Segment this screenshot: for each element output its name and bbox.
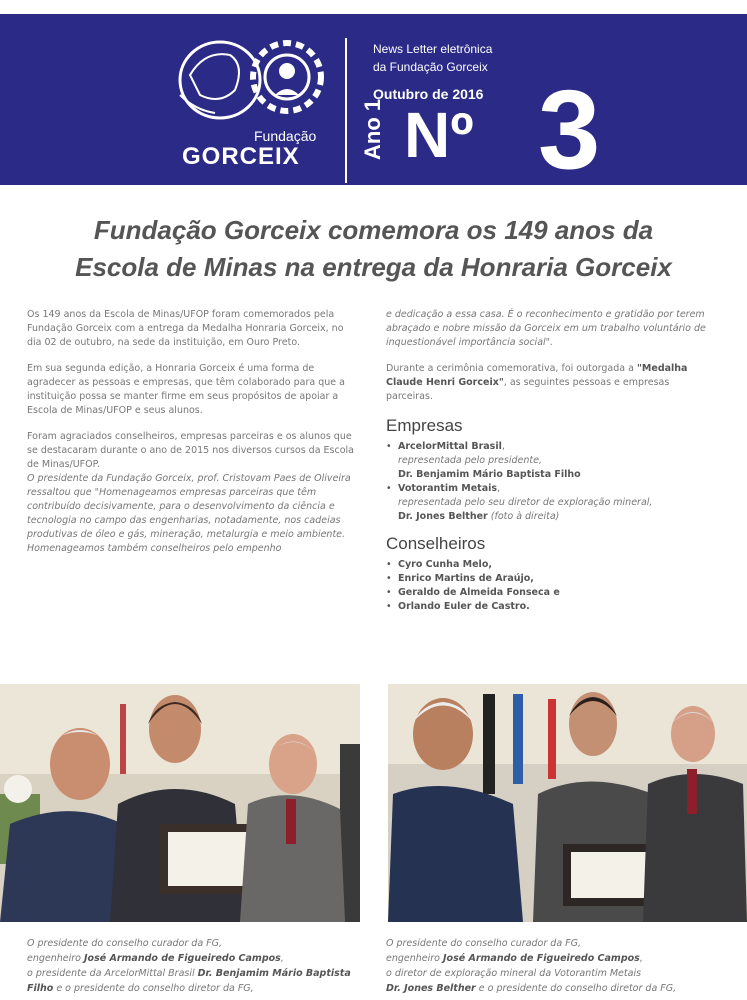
p5-pre: Durante a cerimônia comemorativa, foi outorgada a	[386, 363, 637, 374]
company-person: Dr. Benjamim Mário Baptista Filho	[398, 469, 581, 480]
company-rep: representada pelo seu diretor de exploração mineral,	[398, 497, 653, 508]
caption-text: engenheiro	[27, 953, 85, 964]
article-paragraph: Os 149 anos da Escola de Minas/UFOP foram comemorados pela Fundação Gorceix com a entrega da Medalha Honraria Gorceix, no dia 02 de outubro, na sede da instituição, em Ouro Preto.	[27, 309, 344, 348]
article-column-left	[27, 308, 355, 568]
medal-name: "Medalha Claude Henri Gorceix"	[386, 363, 688, 388]
caption-text: o presidente da ArcelorMittal Brasil	[27, 968, 198, 979]
article-headline	[20, 212, 727, 286]
company-rep: representada pelo presidente,	[398, 455, 542, 466]
masthead	[0, 0, 747, 192]
caption-line: O presidente do conselho curador da FG,	[386, 938, 582, 949]
company-name: ArcelorMittal Brasil	[398, 441, 502, 452]
caption-line	[27, 966, 357, 996]
caption-text: e o presidente do conselho diretor da FG,	[475, 983, 677, 994]
article-paragraph	[386, 362, 716, 404]
award-photo-right	[388, 684, 747, 922]
company-name: Votorantim Metais	[398, 483, 498, 494]
caption-bold: Dr. Benjamim Mário Baptista Filho	[27, 968, 351, 994]
caption-line	[27, 951, 357, 966]
counselor-name: Cyro Cunha Melo,	[398, 559, 492, 570]
issue-date: Outubro de 2016	[373, 86, 484, 102]
photo-caption-right	[386, 936, 726, 996]
quote-continuation: e dedicação a essa casa. É o reconhecimento e gratidão por terem abraçado e nobre missão da Gorceix em um trabalho voluntário de inquestionável importância social".	[386, 309, 706, 348]
companies-heading: Empresas	[386, 416, 463, 435]
issue-year: Ano 1	[360, 98, 385, 160]
caption-line: o diretor de exploração mineral da Votorantim Metais	[386, 968, 642, 979]
company-person: Dr. Jones Belther	[398, 511, 488, 522]
counselors-heading: Conselheiros	[386, 534, 486, 553]
article-paragraph	[27, 430, 355, 556]
article-paragraph: Em sua segunda edição, a Honraria Gorceix é uma forma de agradecer as pessoas e empresas, que têm colaborado para que a instituição possa se manter firme em seus propósitos de apoiar a Escola de Minas/UFOP e seus alunos.	[27, 363, 345, 416]
newsletter-label-line2: da Fundação Gorceix	[373, 60, 488, 74]
logo-fundacao-text: Fundação	[254, 128, 317, 144]
article-paragraph-text: Foram agraciados conselheiros, empresas parceiras e os alunos que se destacaram durante o ano de 2015 nos diversos cursos da Escola de Minas/UFOP.	[27, 431, 354, 470]
issue-number-value: 3	[538, 67, 601, 192]
companies-list	[386, 440, 716, 524]
issue-number-label: Nº	[404, 99, 474, 171]
president-quote: O presidente da Fundação Gorceix, prof. Cristovam Paes de Oliveira ressaltou que "Homenageamos empresas parceiras que têm contribuído decisivamente, para o desenvolvimento da ciência e tecnologia no campo das engenharias, notadamente, nos cadeias produtivas de óleo e gás, mineração, metalurgia e meio ambiente. Homenageamos também conselheiros pelo empenho	[27, 473, 351, 554]
newsletter-label-line1: News Letter eletrônica	[373, 42, 493, 56]
list-item	[386, 572, 716, 586]
caption-line	[386, 951, 726, 966]
counselor-name: Enrico Martins de Araújo,	[398, 573, 534, 584]
caption-text: e o presidente do conselho diretor da FG,	[53, 983, 254, 994]
caption-text: ,	[280, 953, 284, 964]
counselor-name: Orlando Euler de Castro.	[398, 601, 530, 612]
headline-line2: Escola de Minas na entrega da Honraria Gorceix	[75, 252, 672, 282]
article-column-right	[386, 308, 716, 624]
masthead-top-strip	[0, 0, 747, 14]
counselors-list	[386, 558, 716, 614]
caption-line	[386, 981, 726, 996]
masthead-divider	[345, 38, 347, 183]
caption-line: O presidente do conselho curador da FG,	[27, 938, 223, 949]
caption-text: ,	[639, 953, 643, 964]
list-item: • ArcelorMittal Brasil, representada pelo presidente, Dr. Benjamim Mário Baptista Filho	[386, 440, 716, 482]
caption-bold: José Armando de Figueiredo Campos	[84, 953, 281, 964]
photo-note: (foto à direita)	[487, 511, 560, 522]
list-item	[386, 558, 716, 572]
headline-line1: Fundação Gorceix comemora os 149 anos da	[93, 215, 654, 245]
caption-bold: José Armando de Figueiredo Campos	[443, 953, 640, 964]
caption-text: engenheiro	[386, 953, 444, 964]
p5-post: , as seguintes pessoas e empresas parceiras.	[386, 377, 670, 402]
logo-gorceix-text: GORCEIX	[182, 143, 300, 170]
list-item	[386, 600, 716, 614]
counselor-name: Geraldo de Almeida Fonseca e	[398, 587, 560, 598]
photo-caption-left	[27, 936, 357, 996]
award-photo-left	[0, 684, 360, 922]
caption-bold: Dr. Jones Belther	[386, 983, 476, 994]
list-item: • Votorantim Metais, representada pelo seu diretor de exploração mineral, Dr. Jones Belther (foto à direita)	[386, 482, 716, 524]
list-item	[386, 586, 716, 600]
